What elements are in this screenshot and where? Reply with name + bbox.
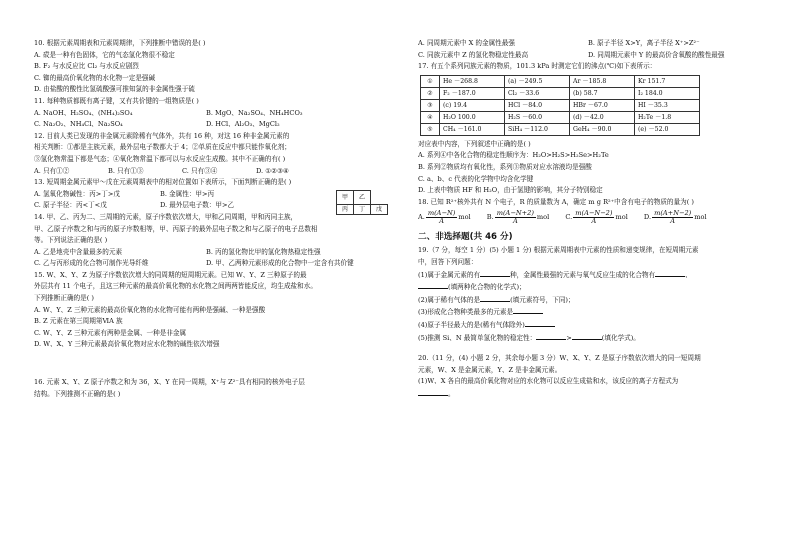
q19-part-1: (1)属于金属元素的有 种，金属性最强的元素与氧气反应生成的化合物有 、: [418, 270, 692, 279]
q18-option-b: B. $\frac{m(A-N+2)}{A}$ mol: [486, 208, 550, 225]
q19-blank-4[interactable]: [480, 294, 510, 302]
q12-option-c: C. 只有③④: [182, 166, 218, 175]
q16-option-b: B. 原子半径 X>Y，离子半径 X⁺>Z²⁻: [588, 39, 700, 47]
q17-table-cell: SiH₄ －112.0: [505, 123, 570, 135]
q17-table-row: [421, 99, 700, 111]
q14-line-1: 14. 甲、乙、丙为二、三周期的元素，原子序数依次增大，甲和乙同周期，甲和丙同主族，: [34, 212, 298, 221]
q18-option-d: D. $\frac{m(A+N-2)}{A}$ mol: [643, 208, 707, 225]
q19-blank-5[interactable]: [513, 306, 543, 314]
q13-option-b: B. 金属性：甲>丙: [160, 189, 215, 198]
q19-blank-7[interactable]: [536, 332, 566, 340]
q15-option-d: D. W、X、Y 三种元素最高价氧化物对应水化物的碱性依次增强: [34, 340, 220, 349]
q16-line-1: 16. 元素 X、Y、Z 原子序数之和为 36，X、Y 在同一周期，X⁺与 Z²⁻具有相同的核外电子层: [34, 378, 305, 387]
q16-option-c: C. 同族元素中 Z 的氢化物稳定性最高: [418, 50, 529, 59]
q17-table-cell: Cl₂ －33.6: [505, 87, 570, 99]
q13-stem: 13. 短周期金属元素甲～戊在元素周期表中的相对位置如下表所示，下面判断正确的是( ): [34, 178, 292, 187]
q13-cell-jia: 甲: [337, 191, 354, 205]
q16-option-a: A. 同周期元素中 X 的金属性最强: [418, 39, 515, 47]
q17-table-cell: (d) －42.0: [570, 111, 635, 123]
q12-options: [34, 166, 394, 178]
q11-stem: 11. 每种物质都既有离子键，又有共价键的一组物质是( ): [34, 96, 199, 105]
q15-line-3: 下列推断正确的是( ): [34, 294, 94, 303]
q17-table-cell: He －268.8: [440, 75, 505, 87]
q18-fraction-a: $\frac{m(A-N)}{A}$: [427, 208, 456, 225]
q17-table-cell: HCl －84.0: [505, 99, 570, 111]
q10-option-a: A. 砹是一种有色固体，它的气态氢化物很不稳定: [34, 50, 175, 59]
q18-fraction-d: $\frac{m(A+N-2)}{A}$: [654, 208, 692, 225]
q15-option-b: B. Z 元素在第三周期第ⅥA 族: [34, 317, 123, 326]
q13-cell-wu: 戊: [371, 205, 388, 215]
q13-option-c: C. 原子半径：丙<丁<戊: [34, 201, 107, 210]
q17-table-cell: CH₄ －161.0: [440, 123, 505, 135]
q17-table-cell: H₂Te －1.8: [635, 111, 700, 123]
q14-options-ab: [34, 247, 394, 259]
q16-option-d: D. 同周期元素中 Y 的最高价含氧酸的酸性最强: [588, 50, 725, 59]
q17-question: 对应表中内容，下列叙述中正确的是( ): [418, 139, 531, 148]
q17-table-cell: H₂O 100.0: [440, 111, 505, 123]
q17-table-cell: F₂ －187.0: [440, 87, 505, 99]
q20-line-3: (1)W、X 各自的最高价氧化物对应的水化物可以反应生成盐和水，该反应的离子方程式为: [418, 377, 679, 386]
q13-cell-yi: 乙: [354, 191, 371, 205]
q13-option-d: D. 最外层电子数：甲>乙: [160, 201, 235, 210]
q17-table-row: [421, 123, 700, 135]
q20-line-2: 元素，W、X 是金属元素，Y、Z 是非金属元素。: [418, 365, 562, 374]
left-column: [34, 38, 394, 400]
q20-line-1: 20.（11 分，(4) 小题 2 分，其余每小题 3 分）W、X、Y、Z 是原子序数依次增大的同一短周期: [418, 354, 701, 363]
q11-options-cd: [34, 119, 394, 131]
q12-line-2: 相关判断：①都是主族元素，最外层电子数都大于 4；②单质在反应中都只能作氧化剂；: [34, 143, 291, 152]
q17-series-index: ②: [421, 87, 440, 99]
q17-table-cell: H₂S －60.0: [505, 111, 570, 123]
q13-periodic-table: [336, 190, 388, 215]
q17-table-cell: Ar －185.8: [570, 75, 635, 87]
q14-option-b: B. 丙的氢化物比甲的氢化物热稳定性强: [206, 247, 321, 256]
q18-option-a: A. $\frac{m(A-N)}{A}$ mol: [418, 208, 471, 225]
q17-table-cell: I₂ 184.0: [635, 87, 700, 99]
q12-line-3: ③氢化物常温下都是气态；④氧化物常温下都可以与水反应生成酸。其中不正确的有( ): [34, 154, 286, 163]
q13-cell-ding: 丁: [354, 205, 371, 215]
q17-table-row: [421, 75, 700, 87]
q11-option-c: C. Na₂O₂、NH₄Cl、Na₂SO₄: [34, 120, 123, 129]
q13-cell-bing: 丙: [337, 205, 354, 215]
q19-part-2: (2)属于稀有气体的是 (填元素符号，下同)；: [418, 295, 575, 304]
q19-blank-3[interactable]: [418, 281, 448, 289]
q17-table-cell: HBr －67.0: [570, 99, 635, 111]
q19-part-4: (4)原子半径最大的是(稀有气体除外): [418, 319, 768, 332]
q17-series-index: ⑤: [421, 123, 440, 135]
q14-option-d: D. 甲、乙两种元素形成的化合物中一定含有共价键: [206, 259, 354, 268]
q19-line-2: 中，回答下列问题：: [418, 257, 478, 266]
q17-table-cell: Kr 151.7: [635, 75, 700, 87]
q11-option-a: A. NaOH、H₂SO₄、(NH₄)₂SO₄: [34, 108, 133, 117]
q19-blank-1[interactable]: [480, 269, 510, 277]
q12-line-1: 12. 目前人类已发现的非金属元素除稀有气体外，共有 16 种，对这 16 种非金属元素的: [34, 131, 290, 140]
q17-table-cell: GeH₄ －90.0: [570, 123, 635, 135]
q10-stem: 10. 根据元素周期表和元素周期律，下列推断中错误的是( ): [34, 39, 206, 47]
q17-table-cell: HI －35.3: [635, 99, 700, 111]
q11-options-ab: [34, 108, 394, 120]
q17-series-index: ③: [421, 99, 440, 111]
q17-stem: 17. 有五个系列同族元素的物质，101.3 kPa 时测定它们的沸点(℃)如下表所示：: [418, 62, 657, 71]
q17-option-c: C. a、b、c 代表的化学物中均含化学键: [418, 174, 534, 183]
q17-series-index: ④: [421, 111, 440, 123]
q20-blank-1[interactable]: [418, 388, 448, 396]
q19-blank-2[interactable]: [655, 269, 685, 277]
q13-option-a: A. 氢氧化物碱性：丙>丁>戊: [34, 189, 120, 198]
q19-blank-8[interactable]: [572, 332, 602, 340]
q11-option-b: B. MgO、Na₂SO₄、NH₄HCO₃: [206, 108, 303, 117]
q15-line-2: 外层共有 11 个电子，且这三种元素的最高价氧化物的水化物之间两两皆能反应，均生成盐和水。: [34, 282, 317, 291]
q13-block: [34, 177, 394, 212]
q17-table-cell: (b) 58.7: [570, 87, 635, 99]
q17-boiling-point-table: [420, 75, 700, 136]
q12-option-a: A. 只有①②: [34, 166, 70, 175]
q18-fraction-c: $\frac{m(A-N-2)}{A}$: [575, 208, 613, 225]
q18-stem: 18. 已知 R²⁺核外共有 N 个电子，R 的质量数为 A，确定 m g R²⁺中含有电子的物质的量为( ): [418, 197, 694, 206]
q14-line-2: 甲、乙原子序数之和与丙的原子序数相等，甲、丙原子的最外层电子数之和与乙原子的电子总数相: [34, 224, 318, 233]
q10-option-d: D. 由盐酸的酸性比氢硫酸强可推知氯的非金属性强于硫: [34, 85, 195, 94]
q19-part-5: (5)推测 Si、N 最简单氢化物的稳定性： > (填化学式)。: [418, 333, 640, 342]
q19-blank-6[interactable]: [525, 319, 555, 327]
q18-options: [418, 208, 768, 226]
q17-series-index: ①: [421, 75, 440, 87]
q19-part-1-cont: (填两种化合物的化学式)；: [418, 281, 768, 294]
q10-option-c: C. 铷的最高价氧化物的水化物一定是强碱: [34, 73, 156, 82]
q15-option-a: A. W、Y、Z 三种元素的最高价氧化物的水化物可能有两种是强碱、一种是强酸: [34, 305, 266, 314]
q19-line-1: 19.（7 分，每空 1 分）(5) 小题 1 分) 根据元素周期表中元素的性质和递变规律，在短周期元素: [418, 246, 699, 255]
q14-option-a: A. 乙是地壳中含量最多的元素: [34, 247, 123, 256]
q16-line-2: 结构。下列推测不正确的是( ): [34, 389, 121, 398]
q14-options-cd: [34, 258, 394, 270]
q17-table-row: [421, 87, 700, 99]
q17-table-cell: (e) －52.0: [635, 123, 700, 135]
q17-table-row: [421, 111, 700, 123]
q17-option-a: A. 系列④中各化合物的稳定性顺序为：H₂O>H₂S>H₂Se>H₂Te: [418, 151, 609, 160]
q15-line-1: 15. W、X、Y、Z 为原子序数依次增大的同周期的短周期元素。已知 W、Y、Z 三种原子的最: [34, 270, 307, 279]
q11-option-d: D. HCl、Al₂O₃、MgCl₂: [206, 120, 280, 129]
q20-line-4: 。: [418, 388, 768, 401]
q18-option-c: C. $\frac{m(A-N-2)}{A}$ mol: [565, 208, 628, 225]
q17-option-d: D. 上表中物质 HF 和 H₂O，由于氢键的影响，其分子特别稳定: [418, 186, 603, 195]
q16-options-ab: [418, 38, 768, 50]
q17-table-cell: (a) －249.5: [505, 75, 570, 87]
q12-option-b: B. 只有①③: [108, 166, 144, 175]
q17-option-b: B. 系列②物质均有氧化性，系列③物质对应水溶液均是强酸: [418, 162, 592, 171]
q18-fraction-b: $\frac{m(A-N+2)}{A}$: [496, 208, 534, 225]
q14-line-3: 等。下列说法正确的是( ): [34, 236, 108, 245]
q17-table-cell: (c) 19.4: [440, 99, 505, 111]
right-column: [418, 38, 768, 400]
section-heading-nonchoice: 二、非选择题(共 46 分): [418, 232, 513, 243]
q16-options-cd: [418, 50, 768, 62]
q10-option-b: B. F₂ 与水反应比 Cl₂ 与水反应剧烈: [34, 62, 139, 71]
q12-option-d: D. ①②③④: [256, 166, 289, 175]
q19-part-3: (3)形成化合物种类最多的元素是: [418, 306, 768, 319]
q14-option-c: C. 乙与丙形成的化合物可制作光导纤维: [34, 259, 149, 268]
q15-option-c: C. W、Y、Z 三种元素有两种是金属、一种是非金属: [34, 328, 187, 337]
